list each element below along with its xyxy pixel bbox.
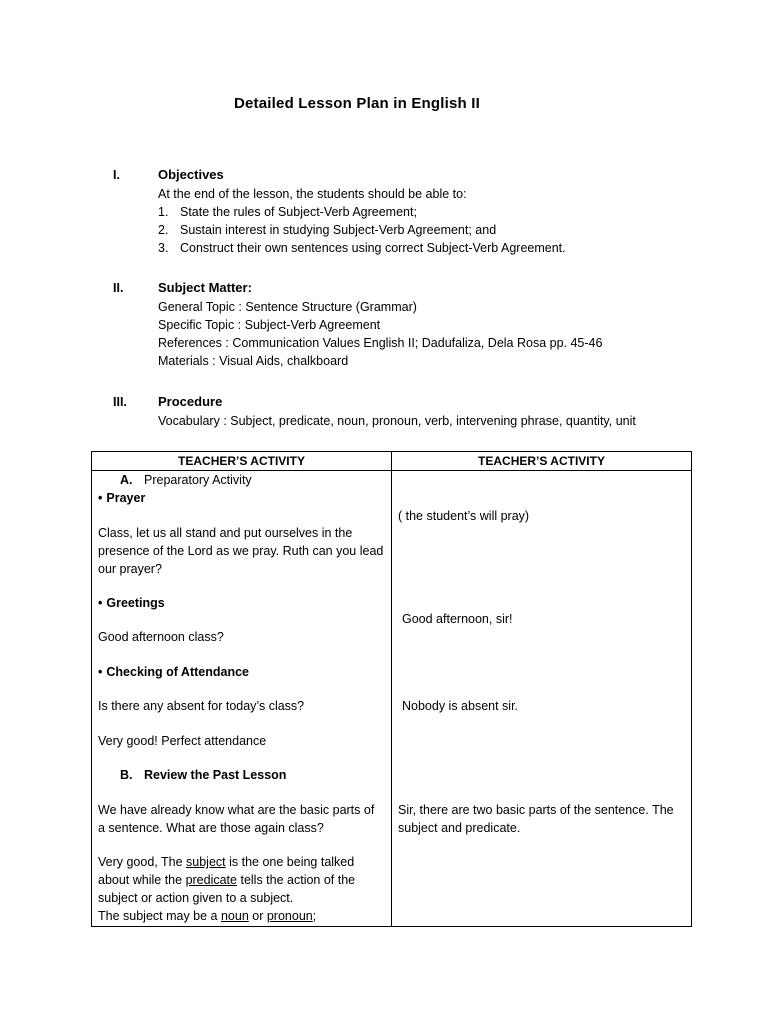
table-header-cell: TEACHER’S ACTIVITY: [392, 452, 692, 471]
student-review-response: Sir, there are two basic parts of the sentence. The subject and predicate.: [398, 803, 674, 835]
objective-item: 1. State the rules of Subject-Verb Agreement;: [158, 205, 417, 219]
vocabulary: Vocabulary : Subject, predicate, noun, pronoun, verb, intervening phrase, quantity, unit: [158, 414, 636, 428]
subject-matter-heading: Subject Matter:: [158, 280, 252, 295]
procedure-body: [158, 393, 718, 430]
table-row: [92, 471, 692, 927]
review-question: We have already know what are the basic parts of a sentence. What are those again class?: [98, 803, 375, 835]
specific-topic: Specific Topic : Subject-Verb Agreement: [158, 318, 381, 332]
objective-item: 3. Construct their own sentences using correct Subject-Verb Agreement.: [158, 241, 566, 255]
table-header-row: [92, 452, 692, 471]
section-a-heading: A. Preparatory Activity: [120, 473, 252, 487]
prayer-instruction: Class, let us all stand and put ourselves in the presence of the Lord as we pray. Ruth can you lead our prayer?: [98, 526, 384, 576]
subject-term: subject: [186, 855, 226, 869]
noun-term: noun: [220, 909, 249, 923]
prayer-label: • Prayer: [98, 491, 146, 505]
objectives-list: [158, 203, 718, 257]
table-header-cell: TEACHER’S ACTIVITY: [92, 452, 392, 471]
subject-matter-numeral: II.: [113, 281, 124, 295]
predicate-term: predicate: [185, 873, 237, 887]
objective-item: 2. Sustain interest in studying Subject-Verb Agreement; and: [158, 223, 497, 237]
student-prayer-response: ( the student’s will pray): [398, 509, 530, 523]
greetings-text: Good afternoon class?: [98, 630, 224, 644]
objectives-numeral: I.: [113, 168, 120, 182]
document-title: Detailed Lesson Plan in English II: [233, 95, 481, 112]
student-greeting-response: Good afternoon, sir!: [402, 612, 513, 626]
procedure-heading: Procedure: [158, 394, 223, 409]
attendance-response: Very good! Perfect attendance: [98, 734, 267, 748]
attendance-question: Is there any absent for today’s class?: [98, 699, 305, 713]
references: References : Communication Values English II; Dadufaliza, Dela Rosa pp. 45-46: [158, 336, 603, 350]
subject-predicate-explanation: Very good, The subject is the one being talked about while the predicate tells the action of the subject or action given to a subject. The subject may be a noun or pronoun;: [98, 855, 356, 923]
attendance-label: • Checking of Attendance: [98, 665, 249, 679]
left-column-cell: [92, 471, 392, 927]
subject-matter-body: [158, 279, 718, 370]
materials: Materials : Visual Aids, chalkboard: [158, 354, 349, 368]
procedure-numeral: III.: [113, 395, 127, 409]
bullet-icon: •: [98, 596, 103, 610]
greetings-label: • Greetings: [98, 596, 165, 610]
right-column-cell: [392, 471, 692, 927]
bullet-icon: •: [98, 491, 103, 505]
bullet-icon: •: [98, 665, 103, 679]
pronoun-term: pronoun: [266, 909, 313, 923]
activity-table: [91, 451, 692, 927]
objectives-intro: At the end of the lesson, the students should be able to:: [158, 187, 467, 201]
general-topic: General Topic : Sentence Structure (Grammar): [158, 300, 417, 314]
objectives-body: [158, 166, 718, 257]
student-attendance-response: Nobody is absent sir.: [402, 699, 519, 713]
objectives-heading: Objectives: [158, 167, 224, 182]
section-b-heading: B. Review the Past Lesson: [120, 768, 287, 782]
